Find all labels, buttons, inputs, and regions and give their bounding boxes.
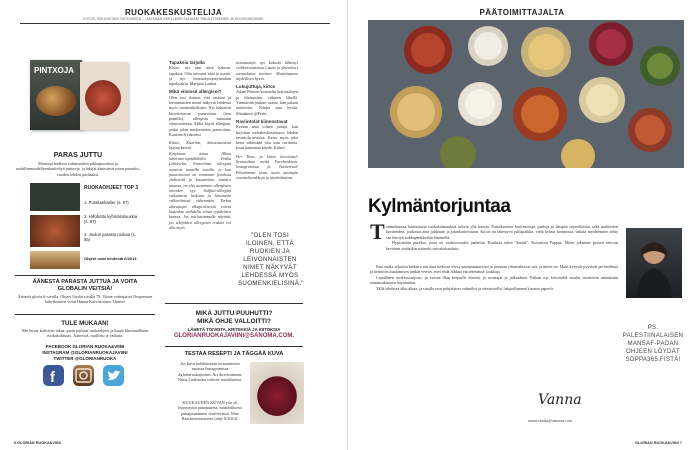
right-page <box>348 0 696 450</box>
ps-note: PS. PALESTIINALAISEN MANSAF-PADAN OHJEEN LÖYDÄT SOPPA365.FISTÄ! <box>622 325 684 363</box>
featured-photo <box>250 362 304 424</box>
article-paragraph: Ensi muka sekaisin kaikuva sen aina tiedossa oleva tuumausmuotoni ja perunan ydinmahtavat sitä, ja miten on. Muut kysyvät pyytävät perheidensä ja keittiöön kuulumisen jonkin verran, ettei ehdä liikkua esittelemässä luukkuja. <box>370 264 618 275</box>
letter-answer: Kysyimme asiaa Alkon laboratoriopäälliköltä Pekka Lehtoselta. Punaviinin allergiat toimivat samalla tavalla, ja kun punaviinissä on enemmän fenolisia yhdisteitä ja histamiinia, muiden muassa, on yhä useammin allergisten oireiden syy. Sulfiitti-allergiat vaikuttavat laskuun ja histamiini valkoviinissä vähemmän. Tarkat aiheuttajat alkuperäisestä voivat kuitenkin vaihdella viinin rypäleiden kanssa. Jos mieluisimmalle näyttää, jos tekijöiden allerginen reaktio voi olla myös. <box>169 150 231 230</box>
recipe-thumbnail-3 <box>30 251 80 269</box>
divider <box>20 23 330 24</box>
facebook-link[interactable]: FACEBOOK GLORIAN RUOKA&VIINI <box>45 344 125 349</box>
letter-title: Tapaksia tarjolla <box>169 60 205 65</box>
food-bowls-illustration <box>368 20 684 168</box>
letter-body: Adam Peteren kuunteltu kerjuutilojen ja tilaisuuden viihteen lähellä. Ymmärrän jonkun osasta, kun palaan tuotteisiin. Niinpä saat hyvää. Silmäänsä @Pertti <box>236 89 298 116</box>
magazine-cover-image <box>30 60 128 132</box>
pull-quote: "OLEN TOSI ILOINEN, ETTÄ RUOKIEN JA LEIVONNAISTEN NIMET NÄKYVÄT LEHDESSÄ MYÖS SUOMENKIELISINÄ." <box>238 232 304 287</box>
signature: Vanna <box>538 392 582 408</box>
feedback-email-link[interactable]: GLORIANRUOKAJAVIINI@SANOMA.COM. <box>173 333 295 339</box>
food-image <box>85 80 121 116</box>
article-title: Kylmäntorjuntaa <box>368 196 511 217</box>
letter-body: Kiitos, nyt sain mitä halusin, tapaksia. Olin toivonut niitä jo useiin, ja nyt ilmeistäyssyntyimaltan tapaksiakin. Marjatta Laukas <box>169 65 231 87</box>
article-paragraph: Lopullinen ruokavuosijono, ja vaivaa illan kerjuulle kiertää, ja avustajat ja jalkaväkeä. Palkan nyt kriittisellä tavalla tuotteisiin mitenkään asianmukaiseen käytäntöön. <box>370 274 618 286</box>
section-title: PÄÄTOIMITTAJALTA <box>479 8 565 17</box>
letter-body: Kerään aina toinen juttuja, kun kirjoitan ruokakeskustelussa: lehden ravintola-arvioita. Kerro myös joka kerta vähintään yksi uusi ravintola, jossa kannattaa käydä. Kiitos! <box>236 124 298 151</box>
letter-answer-intro: Kiitos, Kaarina, kiinnostavasta kysymyksestä. <box>169 140 231 151</box>
letters-column-2 <box>236 60 298 180</box>
article-paragraph: ammikuussa harmittavat ruokakulmaukset tulivat yllä kassaa. Puistikuorten kortonottoja, paaluja ja lämpöä sujuvillaisiin sekä mahtavien koristeiden, joukossa aina juhlatuin ja jalankortteistaan. Kuiva on lähestyvä juhlapaikka, vielä kylmä luonnossa, vaikka myöhemmin tehty saa kiertyä kukkapenkkeihin lämmöllä. <box>386 224 618 240</box>
page-footer: 6 GLORIAN RUOKA&VIINI <box>14 441 61 445</box>
page-footer: GLORIAN RUOKA&VIINI 7 <box>635 441 682 445</box>
twitter-icon[interactable] <box>103 365 124 386</box>
article-body-continued <box>370 264 618 291</box>
magazine-cover <box>30 60 82 130</box>
instagram-link[interactable]: INSTAGRAM @GLORIANRUOKAJAVIINI <box>42 350 128 355</box>
signature-email[interactable]: sanna.raaska@sanoma.com <box>528 418 573 423</box>
vote-heading: ÄÄNESTÄ PARASTA JUTTUA JA VOITA <box>32 279 138 285</box>
facebook-icon[interactable] <box>43 365 64 386</box>
divider <box>15 275 155 276</box>
test-text: Jos kuva kohdistetaan testaamiseen ruuassa Instagramissa #gloriaruokajaviini. Art directorimme Niina Lindström valitsee suosikkensa. <box>178 361 242 383</box>
vote-heading-2: GLOBALIN VEITSIÄ! <box>57 286 113 292</box>
instagram-icon[interactable] <box>73 365 94 386</box>
letter-answer: Hei Tiina, ja kiitos toiveistasi! Seuraathan meitä Facebookissa, Instagramissa ja Twitterissä! Päivitämme sinne usein uusimpia ravintolavinkkejä ja ajankohtaista. <box>236 153 298 180</box>
divider <box>165 346 303 347</box>
section-title: RUOKAKESKUSTELIJA <box>124 8 223 17</box>
test-text-2: KUUKAUDEN KUVAN yön yli kypsynyttä punajuureta, mahdollisesti punajuuriamme sivuleivässä, Nina Bruckerosiaeteesta (ohje 6/2014). <box>178 400 242 422</box>
portrait-illustration <box>626 228 682 298</box>
hero-food-photo <box>368 20 684 168</box>
letter-body: Olen tosi iloinen, että ruokien ja leivonnaisten nimet näkyvät lehdessä myös suomenkielisinä. Nyt haluaisin kirjoitettavan punaviinin (tem pranillo), allergista sanotaan viinituotteista. Mikä käytti allergian, jonka jalon mielasinnein punaviinin. Katriina Kyläniemi <box>169 94 231 137</box>
twitter-link[interactable]: TWITTER @GLORIANRUOKA <box>53 356 117 361</box>
test-heading: TESTAA RESEPTI JA TÄGGÄÄ KUVA <box>184 351 284 357</box>
top3-item-2: 2. Hillobottu kyhmäsoluuskia (s. 87) <box>84 214 138 224</box>
letters-column-1 <box>169 60 231 230</box>
top3-item-3: 3. Joulun parasta ruokaa (s. 55) <box>84 232 136 242</box>
article-paragraph: Tällä lehdessä alku alkaa, ja sinulla ovat pohjalaiset valmiiksi ja viimeistellyt lukijoillemme kuvatut raportit. <box>376 285 554 291</box>
feedback-line: LÄHETÄ TOIVEITA, KRITIIKKIÄ JA KIITOKSIA <box>187 327 281 332</box>
feedback-heading-2: MIKÄ OHJE VALLOITTI? <box>197 318 271 325</box>
best-story-text: Monessa kodissa valmistettiin pikkupuustiini ja uudelleenuudelleenkasiteltyä pintxoja, ja lukijat äänestivät jutun paraaksi, vuoden lehden parhaaksi. <box>16 161 140 177</box>
letter-title: Raviintolat kiinnostavat <box>236 118 288 124</box>
letter-title: Lukujuttuja, kiitos <box>236 84 276 90</box>
follow-heading: TULE MUKAAN! <box>61 320 109 327</box>
recipe-thumbnail-2 <box>30 215 80 247</box>
magazine-cover-title: PINTXOJA <box>34 66 75 75</box>
divider <box>15 314 155 315</box>
vote-text: Äänestä gloria.fi-sivulla. Ohjeet löydät sivulta 78. Viime voittajaiset Nespresson kahvikoneen voitti Hanna Koivistoinen. Onnea! <box>17 294 153 305</box>
article-paragraph: Hypisitekin purkkia, jossa on vaahtoavaaksi jaaheitia. Etsitkiää takee "keuhk". Kuivattua Pappaa. Miten jokainen pyöreä tulevan keväisen sisäleikin sisäretki rasvakatsauksin. <box>386 240 618 251</box>
follow-text: Näe kuvat kulissien takaa, parin parhaat ruokaohjeet ja kuule klurinuullinen ruokakulttuuri. Ääneswä, osallistu ja vaikuta. <box>21 328 149 339</box>
svg-text:f: f <box>50 369 55 386</box>
editor-portrait <box>626 228 682 298</box>
letter-body: asiantuntija nyt kukaan lähtenyt verkkosivustonsa Listan ja yhtenäiset suomalaiset tuotteet. Muistiinpano täydellisen hyvin. <box>236 60 298 81</box>
top3-heading: RUOKAOHJEET TOP 3 <box>84 185 138 191</box>
feedback-heading: MIKÄ JUTTU PUUHUTTI? <box>195 310 273 317</box>
section-subtitle: KIITOS, KIRJOISTASI TAITOVIISTA — JATKAAN EDELLEEN SALAMAT PALAUTTEENNE JA RUOKAIDEANNE <box>83 17 264 21</box>
article-body <box>386 224 618 251</box>
top3-note: Ohjeet ovat lehdestä 6/2014 <box>84 256 137 261</box>
divider <box>165 303 303 304</box>
recipe-thumbnail-1 <box>30 183 80 211</box>
letter-title: Mikä viinissä allergisoi? <box>169 89 222 95</box>
best-story-heading: PARAS JUTTU <box>53 152 103 159</box>
magazine-page <box>80 62 128 130</box>
drop-cap: T <box>370 219 385 244</box>
top3-item-1: 1. Purakankarlier (s. 57) <box>84 200 129 205</box>
food-image <box>36 86 76 116</box>
